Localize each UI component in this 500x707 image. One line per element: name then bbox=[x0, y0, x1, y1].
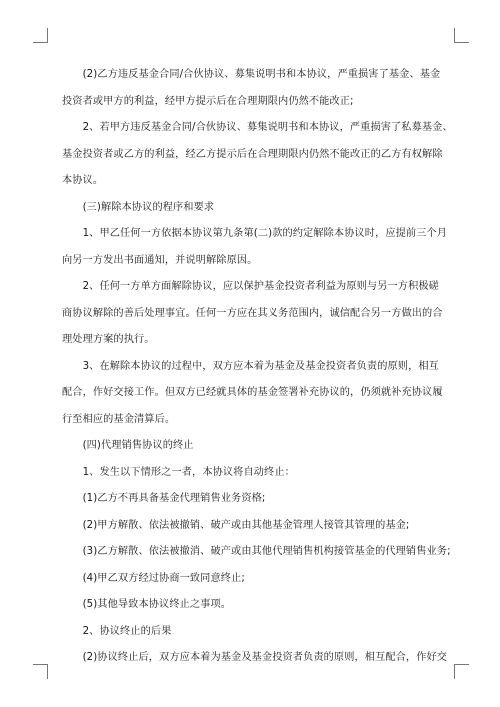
text-line: 3、在解除本协议的过程中，双方应本着为基金及基金投资者负责的原则，相互 bbox=[62, 360, 439, 372]
text-line: 2、协议终止的后果 bbox=[62, 625, 172, 637]
crop-mark-bottom-right bbox=[454, 664, 469, 679]
list-item: (2)甲方解散、依法被撤销、破产或由其他基金管理人接管其管理的基金; bbox=[62, 519, 410, 531]
list-item: (3)乙方解散、依法被撤消、破产或由其他代理销售机构接管基金的代理销售业务; bbox=[62, 546, 451, 557]
list-item: (5)其他导致本协议终止之事项。 bbox=[62, 599, 232, 610]
section-heading: (三)解除本协议的程序和要求 bbox=[62, 201, 215, 213]
text-line: 本协议。 bbox=[62, 175, 104, 186]
document-body bbox=[62, 62, 453, 672]
crop-mark-bottom-left bbox=[33, 664, 48, 679]
text-line: 配合，作好交接工作。但双方已经就具体的基金签署补充协议的，仍须就补充协议履 bbox=[62, 387, 443, 398]
text-line: 向另一方发出书面通知，并说明解除原因。 bbox=[62, 254, 258, 266]
text-line: (2)协议终止后，双方应本着为基金及基金投资者负责的原则，相互配合，作好交 bbox=[62, 652, 448, 663]
text-line: 投资者或甲方的利益，经甲方提示后在合理期限内仍然不能改正; bbox=[62, 95, 354, 107]
text-line: 行至相应的基金清算后。 bbox=[62, 413, 176, 425]
crop-mark-top-right bbox=[454, 28, 469, 43]
list-item: (1)乙方不再具备基金代理销售业务资格; bbox=[62, 493, 266, 504]
text-line: 1、甲乙任何一方依据本协议第九条第(二)款的约定解除本协议时，应提前三个月 bbox=[62, 228, 448, 239]
text-line: 理处理方案的执行。 bbox=[62, 334, 155, 345]
text-line: (2)乙方违反基金合同/合伙协议、募集说明书和本协议，严重损害了基金、基金 bbox=[62, 69, 441, 80]
text-line: 基金投资者或乙方的利益，经乙方提示后在合理期限内仍然不能改正的乙方有权解除 bbox=[62, 148, 443, 160]
text-line: 1、发生以下情形之一者，本协议将自动终止： bbox=[62, 466, 295, 478]
text-line: 2、任何一方单方面解除协议，应以保护基金投资者利益为原则与另一方积极磋 bbox=[62, 281, 439, 292]
text-line: 2、若甲方违反基金合同/合伙协议、募集说明书和本协议，严重损害了私募基金、 bbox=[62, 122, 453, 133]
text-line: 商协议解除的善后处理事宜。任何一方应在其义务范围内，诚信配合另一方做出的合 bbox=[62, 307, 443, 319]
crop-mark-top-left bbox=[33, 28, 48, 43]
section-heading: (四)代理销售协议的终止 bbox=[62, 440, 194, 451]
list-item: (4)甲乙双方经过协商一致同意终止; bbox=[62, 572, 245, 584]
